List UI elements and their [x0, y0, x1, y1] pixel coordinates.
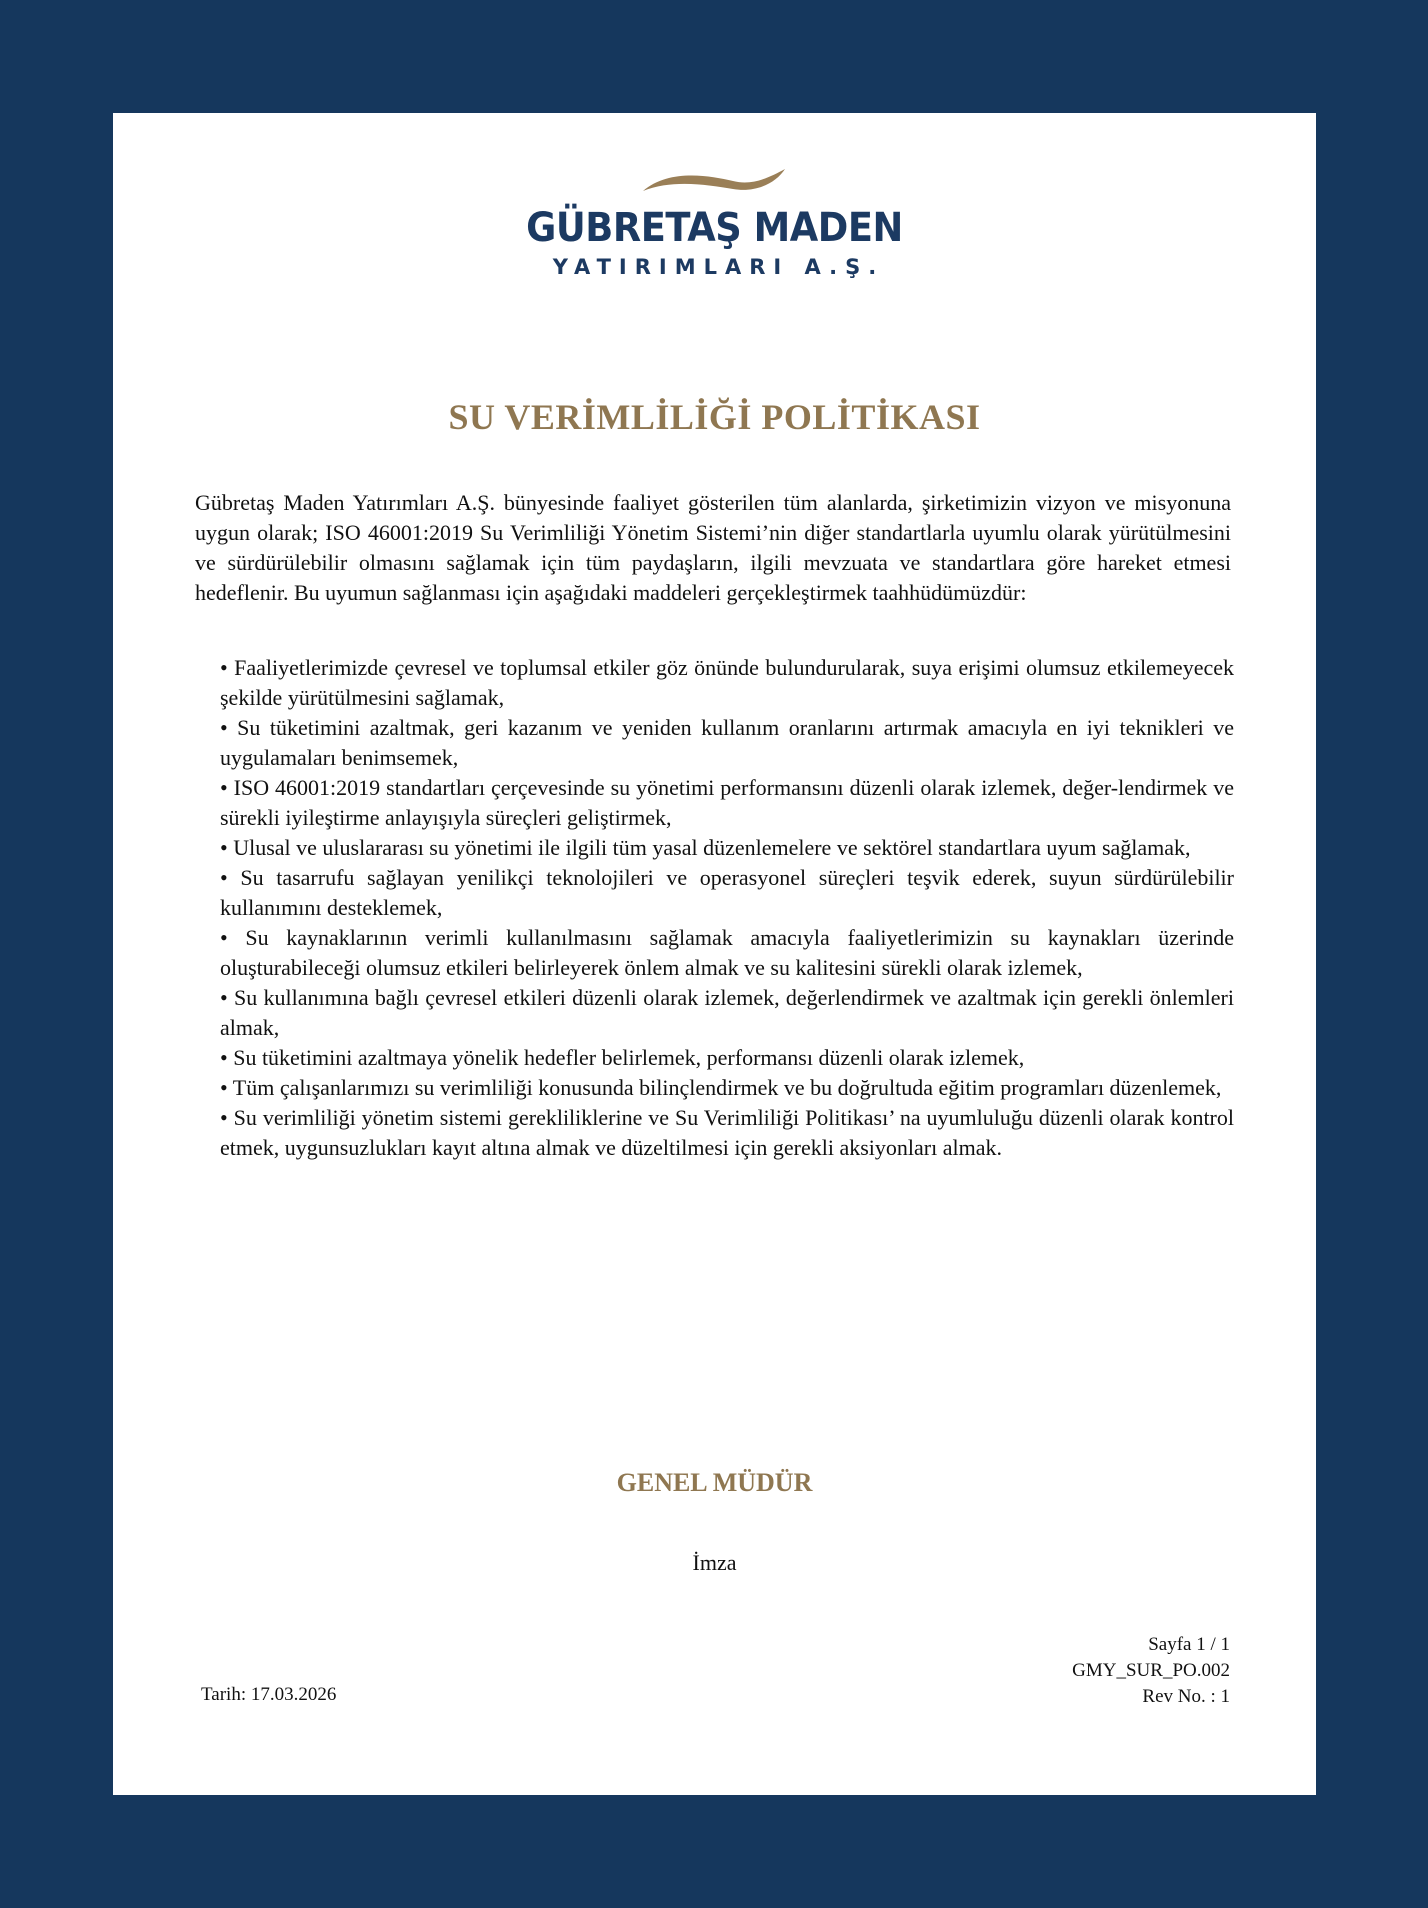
list-item: • Su tüketimini azaltmak, geri kazanım ve yeniden kullanım oranlarını artırmak amacıyla en iyi teknikleri ve uygulamaları benimsemek, — [220, 715, 1234, 770]
commitment-list — [220, 653, 1234, 1163]
list-item: • Su kullanımına bağlı çevresel etkileri düzenli olarak izlemek, değerlendirmek ve azaltmak için gerekli önlemleri almak, — [220, 985, 1234, 1040]
list-item: • Su tüketimini azaltmaya yönelik hedefler belirlemek, performansı düzenli olarak izlemek, — [220, 1045, 1025, 1070]
document-page — [113, 113, 1316, 1795]
document-code: GMY_SUR_PO.002 — [1072, 1660, 1230, 1681]
list-item: • Ulusal ve uluslararası su yönetimi ile ilgili tüm yasal düzenlemelere ve sektörel standartlara uyum sağlamak, — [220, 835, 1191, 860]
list-item: • Faaliyetlerimizde çevresel ve toplumsal etkiler göz önünde bulundurularak, suya erişimi olumsuz etkilemeyecek şekilde yürütülmesini sağlamak, — [220, 655, 1234, 710]
signature-placeholder: İmza — [692, 1550, 737, 1575]
logo-company-name: GÜBRETAŞ MADEN — [526, 205, 903, 251]
company-logo — [113, 163, 1316, 293]
signatory-title: GENEL MÜDÜR — [616, 1468, 813, 1497]
list-item: • Su verimliliği yönetim sistemi gerekliliklerine ve Su Verimliliği Politikası’ na uyumluluğu düzenli olarak kontrol etmek, uygunsuzlukları kayıt altına almak ve düzeltilmesi için gerekli aksiyonları almak. — [220, 1105, 1234, 1160]
list-item: • Tüm çalışanlarımızı su verimliliği konusunda bilinçlendirmek ve bu doğrultuda eğitim programları düzenlemek, — [220, 1075, 1222, 1100]
page-number: Sayfa 1 / 1 — [1148, 1634, 1230, 1655]
list-item: • ISO 46001:2019 standartları çerçevesinde su yönetimi performansını düzenli olarak izlemek, değer-lendirmek ve sürekli iyileştirme anlayışıyla süreçleri geliştirmek, — [220, 775, 1234, 830]
logo-company-subtitle: YATIRIMLARI A.Ş. — [552, 255, 885, 279]
document-title: SU VERİMLİLİĞİ POLİTİKASI — [448, 397, 981, 437]
list-item: • Su kaynaklarının verimli kullanılmasını sağlamak amacıyla faaliyetlerimizin su kaynakları üzerinde oluşturabileceği olumsuz etkileri belirleyerek önlem almak ve su kalitesini sürekli olarak izlemek, — [220, 925, 1234, 980]
revision-number: Rev No. : 1 — [1142, 1686, 1230, 1707]
document-date: Tarih: 17.03.2026 — [201, 1684, 337, 1705]
wave-swoosh-icon — [638, 163, 788, 203]
list-item: • Su tasarrufu sağlayan yenilikçi teknolojileri ve operasyonel süreçleri teşvik ederek, suyun sürdürülebilir kullanımını desteklemek, — [220, 865, 1234, 920]
intro-paragraph: Gübretaş Maden Yatırımları A.Ş. bünyesinde faaliyet gösterilen tüm alanlarda, şirketimizin vizyon ve misyonuna uygun olarak; ISO 46001:2019 Su Verimliliği Yönetim Sistemi’nin diğer standartlarla uyumlu olarak yürütülmesini ve sürdürülebilir olmasını sağlamak için tüm paydaşların, ilgili mevzuata ve standartlara göre hareket etmesi hedeflenir. Bu uyumun sağlanması için aşağıdaki maddeleri gerçekleştirmek taahhüdümüzdür: — [195, 490, 1231, 605]
document-meta — [1072, 1632, 1230, 1710]
